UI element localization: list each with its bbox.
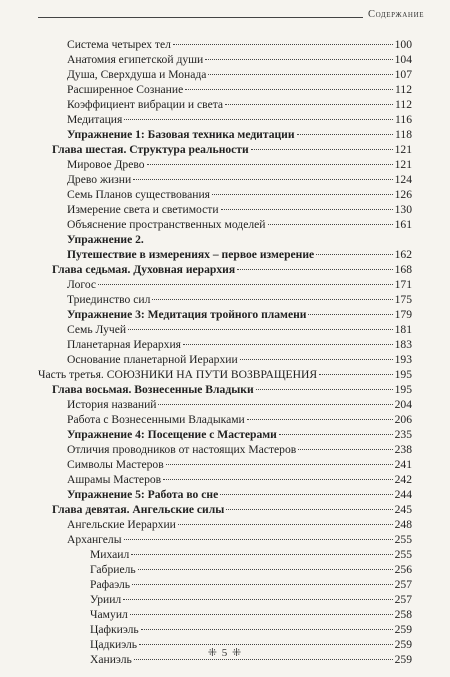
toc-entry — [67, 218, 412, 232]
toc-chapter — [52, 143, 412, 157]
leader-dots — [237, 269, 393, 270]
header-rule — [38, 17, 363, 18]
toc-label: Коэффициент вибрации и света — [67, 98, 224, 111]
toc-label: Расширенное Сознание — [67, 83, 184, 96]
toc-page: 183 — [394, 338, 412, 351]
leader-dots — [205, 59, 392, 60]
toc-entry — [67, 173, 412, 187]
toc-label: Уриил — [90, 593, 122, 606]
toc-page: 255 — [394, 548, 412, 561]
toc-page: 126 — [394, 188, 412, 201]
leader-dots — [308, 314, 392, 315]
toc-label: Глава восьмая. Вознесенные Владыки — [52, 383, 254, 396]
toc-entry — [67, 158, 412, 172]
toc-entry — [90, 623, 412, 637]
toc-page: 238 — [394, 443, 412, 456]
toc-page: 242 — [394, 473, 412, 486]
toc-page: 104 — [394, 53, 412, 66]
running-header: Содержание — [368, 9, 425, 20]
leader-dots — [268, 224, 393, 225]
toc-entry — [67, 53, 412, 67]
toc-entry — [90, 578, 412, 592]
toc-entry — [67, 473, 412, 487]
toc-label: Упражнение 5: Работа во сне — [67, 488, 219, 501]
leader-dots — [131, 554, 392, 555]
leader-dots — [98, 284, 393, 285]
leader-dots — [138, 569, 393, 570]
toc-page: 206 — [394, 413, 412, 426]
leader-dots — [163, 479, 392, 480]
leader-dots — [134, 659, 393, 660]
toc-chapter — [52, 263, 412, 277]
toc-label: Рафаэль — [90, 578, 131, 591]
leader-dots — [208, 74, 392, 75]
toc-label: Упражнение 2. — [67, 233, 144, 246]
toc-label: Медитация — [67, 113, 123, 126]
toc-label: Глава шестая. Структура реальности — [52, 143, 249, 156]
toc-entry — [67, 518, 412, 532]
leader-dots — [173, 44, 393, 45]
toc-page: 241 — [394, 458, 412, 471]
toc-entry — [90, 608, 412, 622]
toc-label: История названий — [67, 398, 157, 411]
leader-dots — [166, 464, 393, 465]
leader-dots — [185, 89, 393, 90]
toc-label: Система четырех тел — [67, 38, 171, 51]
toc-chapter — [52, 383, 412, 397]
leader-dots — [256, 389, 393, 390]
toc-entry — [67, 353, 412, 367]
toc-page: 112 — [395, 98, 412, 111]
leader-dots — [133, 179, 392, 180]
toc-page: 245 — [394, 503, 412, 516]
toc-page: 235 — [394, 428, 412, 441]
toc-part — [38, 368, 412, 382]
toc-entry — [67, 203, 412, 217]
toc-entry — [67, 233, 412, 247]
toc-entry — [67, 458, 412, 472]
leader-dots — [319, 374, 392, 375]
toc-page: 259 — [394, 638, 412, 651]
leader-dots — [128, 329, 393, 330]
toc-entry — [90, 563, 412, 577]
toc-label: Упражнение 3: Медитация тройного пламени — [67, 308, 307, 321]
toc-entry — [67, 398, 412, 412]
toc-page: 256 — [394, 563, 412, 576]
toc-page: 116 — [395, 113, 412, 126]
toc-label: Чамуил — [90, 608, 128, 621]
leader-dots — [220, 494, 392, 495]
toc-entry — [90, 548, 412, 562]
toc-entry — [90, 593, 412, 607]
toc-page: 130 — [394, 203, 412, 216]
toc-entry — [67, 38, 412, 52]
toc-label: Планетарная Иерархия — [67, 338, 181, 351]
toc-label: Ангельские Иерархии — [67, 518, 176, 531]
toc-page: 181 — [394, 323, 412, 336]
toc-label: Архангелы — [67, 533, 122, 546]
toc-page: 195 — [394, 383, 412, 396]
page-number: ⁜ 5 ⁜ — [207, 647, 243, 659]
leader-dots — [279, 434, 393, 435]
leader-dots — [152, 299, 392, 300]
leader-dots — [247, 419, 393, 420]
toc-label: Цафкиэль — [90, 623, 139, 636]
toc-page: 259 — [394, 653, 412, 666]
toc-label: Путешествие в измерениях – первое измерение — [67, 248, 315, 261]
leader-dots — [298, 449, 392, 450]
toc-entry — [67, 413, 412, 427]
toc-entry — [67, 308, 412, 322]
toc-entry — [67, 488, 412, 502]
leader-dots — [124, 119, 393, 120]
toc-page: 171 — [394, 278, 412, 291]
leader-dots — [240, 359, 393, 360]
toc-entry — [67, 443, 412, 457]
toc-page: 161 — [394, 218, 412, 231]
toc-page: 258 — [394, 608, 412, 621]
toc-label: Упражнение 4: Посещение с Мастерами — [67, 428, 277, 441]
leader-dots — [226, 509, 392, 510]
leader-dots — [158, 404, 392, 405]
toc-label: Работа с Вознесенными Владыками — [67, 413, 245, 426]
toc-page: 175 — [394, 293, 412, 306]
toc-page: 257 — [394, 578, 412, 591]
toc-entry — [67, 533, 412, 547]
toc-label: Ашрамы Мастеров — [67, 473, 162, 486]
leader-dots — [297, 134, 393, 135]
toc-entry — [67, 128, 412, 142]
toc-page: 121 — [394, 143, 412, 156]
toc-page: 162 — [394, 248, 412, 261]
toc-page: 121 — [394, 158, 412, 171]
toc-label: Измерение света и светимости — [67, 203, 219, 216]
leader-dots — [225, 104, 393, 105]
toc-label: Основание планетарной Иерархии — [67, 353, 238, 366]
toc-entry — [67, 113, 412, 127]
toc-entry — [67, 293, 412, 307]
toc-label: Семь Лучей — [67, 323, 127, 336]
leader-dots — [141, 629, 393, 630]
toc-page: 124 — [394, 173, 412, 186]
toc-page: 248 — [394, 518, 412, 531]
leader-dots — [130, 614, 393, 615]
toc-label: Упражнение 1: Базовая техника медитации — [67, 128, 295, 141]
toc-entry — [67, 323, 412, 337]
toc-label: Отличия проводников от настоящих Мастеров — [67, 443, 297, 456]
toc-page: 193 — [394, 353, 412, 366]
toc-page: 179 — [394, 308, 412, 321]
toc-label: Душа, Сверхдуша и Монада — [67, 68, 207, 81]
toc-chapter — [52, 503, 412, 517]
toc-page: 195 — [394, 368, 412, 381]
leader-dots — [212, 194, 393, 195]
leader-dots — [251, 149, 393, 150]
toc-page: 107 — [394, 68, 412, 81]
toc-page: 257 — [394, 593, 412, 606]
toc-label: Глава девятая. Ангельские силы — [52, 503, 225, 516]
toc-entry — [67, 98, 412, 112]
leader-dots — [132, 584, 393, 585]
toc-page: 168 — [394, 263, 412, 276]
toc-label: Символы Мастеров — [67, 458, 164, 471]
toc-page: 204 — [394, 398, 412, 411]
toc-entry — [67, 188, 412, 202]
toc-page: 244 — [394, 488, 412, 501]
leader-dots — [221, 209, 393, 210]
leader-dots — [178, 524, 393, 525]
toc-entry — [67, 83, 412, 97]
toc-page: 255 — [394, 533, 412, 546]
leader-dots — [139, 644, 393, 645]
toc-page: 100 — [394, 38, 412, 51]
leader-dots — [124, 539, 393, 540]
toc-entry — [67, 248, 412, 262]
toc-label: Михаил — [90, 548, 130, 561]
toc-label: Габриель — [90, 563, 136, 576]
leader-dots — [147, 164, 393, 165]
toc-label: Глава седьмая. Духовная иерархия — [52, 263, 236, 276]
toc-label: Древо жизни — [67, 173, 132, 186]
toc-page: 259 — [394, 623, 412, 636]
toc-label: Цадкиэль — [90, 638, 138, 651]
toc-page: 118 — [395, 128, 412, 141]
toc-entry — [67, 278, 412, 292]
toc-entry — [67, 428, 412, 442]
toc-label: Мировое Древо — [67, 158, 145, 171]
leader-dots — [183, 344, 393, 345]
toc-page: 112 — [395, 83, 412, 96]
toc-label: Ханиэль — [90, 653, 132, 666]
leader-dots — [316, 254, 392, 255]
toc-label: Логос — [67, 278, 97, 291]
toc-label: Семь Планов существования — [67, 188, 210, 201]
toc-label: Объяснение пространственных моделей — [67, 218, 266, 231]
toc-label: Анатомия египетской души — [67, 53, 204, 66]
toc-label: Часть третья. СОЮЗНИКИ НА ПУТИ ВОЗВРАЩЕНИЯ — [38, 368, 318, 381]
leader-dots — [123, 599, 392, 600]
toc-entry — [67, 338, 412, 352]
toc-label: Триединство сил — [67, 293, 151, 306]
toc-entry — [67, 68, 412, 82]
